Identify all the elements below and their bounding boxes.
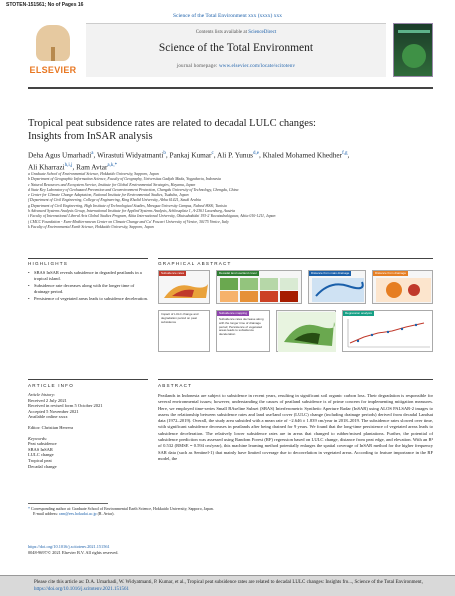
- author-affiliation-mark: b: [163, 151, 166, 156]
- author-affiliation-mark: f,g: [342, 151, 348, 156]
- sciencedirect-link[interactable]: ScienceDirect: [248, 30, 277, 35]
- ga-panel-drainage-map: [372, 270, 433, 304]
- masthead-band: [86, 23, 386, 77]
- keyword-item: Tropical peat: [28, 457, 52, 463]
- lulc-map-images: [218, 276, 302, 304]
- author-name[interactable]: Deha Agus Umarhadi: [28, 150, 92, 160]
- ga-textbox-2: Subsidence rates decrease along with the longer time of drainage period; Persistence of vegetated areas leads to subsidence deceleration: [219, 317, 264, 337]
- graphical-abstract-heading: GRAPHICAL ABSTRACT: [158, 261, 232, 266]
- copyright-line: 0048-9697/© 2021 Elsevier B.V. All rights reserved.: [28, 549, 119, 555]
- article-info-block: [28, 392, 148, 469]
- highlight-item: • SBAS InSAR reveals subsidence in degraded peatlands in a tropical island.: [28, 270, 148, 282]
- author-affiliation-mark: c: [211, 151, 214, 156]
- elsevier-logo: [28, 23, 78, 79]
- ga-panel-label: Distance from drainage: [375, 271, 407, 275]
- distance-map-image: [310, 276, 366, 304]
- editor-line: Editor: Christian Herrera: [28, 424, 73, 430]
- contents-prefix: Contents lists available at: [195, 30, 249, 35]
- footnote-star: *: [28, 506, 30, 511]
- citation-text-block: [34, 579, 444, 593]
- ga-panel-label: Subsidence mapping: [219, 311, 248, 315]
- document-id: STOTEN-151561; No of Pages 16: [6, 2, 84, 8]
- journal-title: Science of the Total Environment: [158, 42, 314, 54]
- title-line-1: Tropical peat subsidence rates are related to decadal LULC changes:: [28, 118, 316, 129]
- accepted-date: Accepted 5 November 2021: [28, 408, 79, 414]
- email-suffix: (R. Avtar).: [96, 511, 115, 517]
- author-affiliation-mark: a,k,*: [107, 163, 118, 169]
- citation-bar: [0, 575, 455, 596]
- ga-panel-peat-map: [276, 310, 336, 352]
- affiliation-item: h Advanced Systems Analysis Group, International Institute for Applied Systems Analysis, Schlossplatz 1, A-2361 Laxenburg, Austria: [28, 209, 236, 214]
- ga-panel-label: Decadal land use/land cover: [219, 271, 257, 275]
- doi-link[interactable]: https://doi.org/10.1016/j.scitotenv.2021.151561: [28, 544, 110, 549]
- author-name[interactable]: Wirastuti Widyatmanti: [97, 150, 164, 160]
- subsidence-map-image: [160, 276, 210, 304]
- article-title: [28, 117, 408, 143]
- abstract-text: Peatlands in Indonesia are subject to subsidence in recent years, resulting in significant soil organic carbon loss. Their degradation is responsible for several environmental issues; however, understanding the causes of peatland subsidence is of prime concern for implementing mitigation measures. Here, we employed time-series Small BAseline Subset (SBAS) Interferometric Synthetic Aperture Radar (InSAR) using ALOS PALSAR-2 images to assess the relationship between subsidence rates and land use/land cover (LULC) change (including drainage periods) derived from decadal Landsat data (1972–2019). Overall, the study area subsided with a mean rate of −2.646 ± 1.839 cm/year in 2018–2019. The subsidence rates slowed over time, with significant subsidence decreases in peatlands after being drained for 9 years. We found that the long-time persistence of vegetated areas leads to subsidence deceleration. The relatively lower subsidence rates are in areas that changed to rubber/mixed plantations. Further, the potential of subsidence prediction was assessed using Random Forest (RF) regression based on LULC change, distance from peat edge, and elevation. With an R² of 0.532 (RMSE = 0.594 cm/year), this machine learning method potentially enlarges the spatial coverage of InSAR method for the higher frequency SAR data (such as Sentinel-1) that mainly have limited coverage due to decorrelation in vegetated areas. According to feature importance in the RF model, the: [158, 393, 433, 461]
- ga-panel-label: Distance from main drainage: [311, 271, 350, 275]
- ga-panel-regression: [342, 310, 433, 352]
- keyword-item: Peat subsidence: [28, 441, 57, 447]
- affiliation-list: [28, 172, 428, 230]
- doi-block: [28, 544, 328, 555]
- keyword-item: LULC change: [28, 452, 54, 458]
- affiliation-item: i Faculty of International Liberal Arts Global Studies Program, Akita International University, Okutsubakidai 193-2 Yuwatsubakigawa, Akita 010-1211, Japan: [28, 214, 276, 219]
- author-email-link[interactable]: ram@ees.hokudai.ac.jp: [59, 511, 97, 517]
- ga-panel-distance-map: [308, 270, 366, 304]
- affiliation-item: g Department of Civil Engineering, High Institute of Technological Studies, Mrezgua University Campus, Nabeul 8000, Tunisia: [28, 203, 227, 208]
- graphical-abstract-rule: [158, 258, 433, 259]
- keyword-item: Decadal change: [28, 463, 57, 469]
- email-label: E-mail address:: [33, 511, 59, 517]
- masthead-rule: [28, 87, 433, 89]
- highlights-rule: [28, 258, 148, 259]
- highlight-item: • Subsidence rate decreases along with the longer time of drainage period.: [28, 283, 148, 295]
- affiliation-item: j CMCC Foundation - Euro-Mediterranean Center on Climate Change and Ca' Foscari University of Venice, 30175 Venice, Italy: [28, 219, 229, 224]
- ga-textbox: [158, 310, 210, 352]
- abstract-rule: [158, 379, 433, 380]
- graphical-abstract-figure: [158, 270, 433, 352]
- highlights-list: [28, 270, 148, 303]
- affiliation-item: f Department of Civil Engineering, College of Engineering, King Khalid University, Abha 61421, Saudi Arabia: [28, 198, 201, 203]
- homepage-prefix: journal homepage:: [176, 64, 219, 69]
- contents-line: [86, 30, 386, 35]
- corresponding-author-footnote: [28, 506, 433, 517]
- affiliation-item: e Center for Climate Change Adaptation, National Institute for Environmental Studies, Tsukuba, Japan: [28, 193, 189, 198]
- ga-panel-label: Regression analysis: [345, 311, 372, 315]
- ga-textbox-1: Impact of LULC change and degradation period on peat subsidence: [161, 312, 199, 324]
- ga-panel-subsidence-map: [158, 270, 210, 304]
- author-name[interactable]: Ali Kharrazi: [28, 162, 65, 172]
- affiliation-item: c Natural Resources and Ecosystem Service, Institute for Global Environmental Strategies, Hayama, Japan: [28, 182, 196, 187]
- author-affiliation-mark: a: [91, 151, 94, 156]
- ga-summary-box: [216, 310, 270, 352]
- ga-panel-label: Subsidence rates: [161, 271, 185, 275]
- citation-doi-link[interactable]: https://doi.org/10.1016/j.scitotenv.2021.151561: [34, 587, 129, 592]
- keyword-item: SBAS InSAR: [28, 446, 53, 452]
- running-head: Science of the Total Environment xxx (xxxx) xxx: [172, 13, 283, 19]
- keywords-label: Keywords:: [28, 435, 48, 441]
- homepage-link[interactable]: www.elsevier.com/locate/scitotenv: [218, 64, 296, 69]
- affiliation-item: d State Key Laboratory of Geohazard Prevention and Geoenvironment Protection, Chengdu University of Technology, Chengdu, China: [28, 187, 239, 192]
- elsevier-tree-icon: [36, 25, 70, 61]
- authors-line-1: Deha Agus Umarhadi$^a$, Wirastuti Widyatmanti$^b$, Pankaj Kumar$^c$, Ali P. Yunus$^{d,e}$, Khaled Mohamed Khedher$^{f,g}$,: [28, 150, 350, 160]
- drainage-map-image: [374, 276, 433, 304]
- title-line-2: Insights from InSAR analysis: [28, 131, 153, 142]
- author-name[interactable]: Pankaj Kumar: [169, 150, 212, 160]
- abstract-heading: ABSTRACT: [158, 383, 193, 388]
- article-info-rule: [28, 379, 148, 380]
- regression-plot-image: [344, 317, 432, 351]
- article-info-heading: ARTICLE INFO: [28, 383, 74, 388]
- received-date: Received 2 July 2021: [28, 397, 67, 403]
- affiliation-item: a Graduate School of Environmental Science, Hokkaido University, Sapporo, Japan: [28, 172, 159, 176]
- footnote-rule: [28, 503, 108, 504]
- highlight-item: • Persistence of vegetated areas leads to subsidence deceleration.: [28, 296, 148, 302]
- publisher-name: ELSEVIER: [29, 65, 77, 75]
- footnote-text: Corresponding author at: Graduate School of Environmental Earth Science, Hokkaido University, Sapporo, Japan.: [30, 506, 214, 511]
- author-list: [28, 148, 428, 173]
- citation-text: Please cite this article as: D.A. Umarhadi, W. Widyatmanti, P. Kumar, et al., Tropical peat subsidence rates are related to decadal LULC changes: Insights fro..., Science of the Total Environment,: [34, 580, 423, 585]
- journal-cover-image: [393, 23, 433, 77]
- authors-line-2: Ali Kharrazi$^{h,i,j}$, Ram Avtar$^{a,k,*}$: [28, 162, 118, 172]
- author-affiliation-mark: d,e: [252, 151, 259, 156]
- author-affiliation-mark: h,i,j: [64, 163, 73, 169]
- homepage-line: [86, 64, 386, 69]
- highlights-heading: HIGHLIGHTS: [28, 261, 69, 266]
- author-name[interactable]: Khaled Mohamed Khedher: [262, 150, 343, 160]
- online-date: Available online xxxx: [28, 414, 68, 420]
- affiliation-item: b Department of Geographic Information Science, Faculty of Geography, Universitas Gadjah Mada, Yogyakarta, Indonesia: [28, 177, 221, 182]
- peat-map-image: [278, 312, 336, 352]
- journal-masthead: [28, 23, 433, 83]
- ga-panel-lulc-maps: [216, 270, 302, 304]
- revised-date: Received in revised form 5 October 2021: [28, 403, 103, 409]
- article-history-label: Article history:: [28, 392, 56, 397]
- author-name[interactable]: Ali P. Yunus: [216, 150, 253, 160]
- affiliation-item: k Faculty of Environmental Earth Science, Hokkaido University, Sapporo, Japan: [28, 224, 154, 229]
- author-name[interactable]: Ram Avtar: [76, 162, 108, 172]
